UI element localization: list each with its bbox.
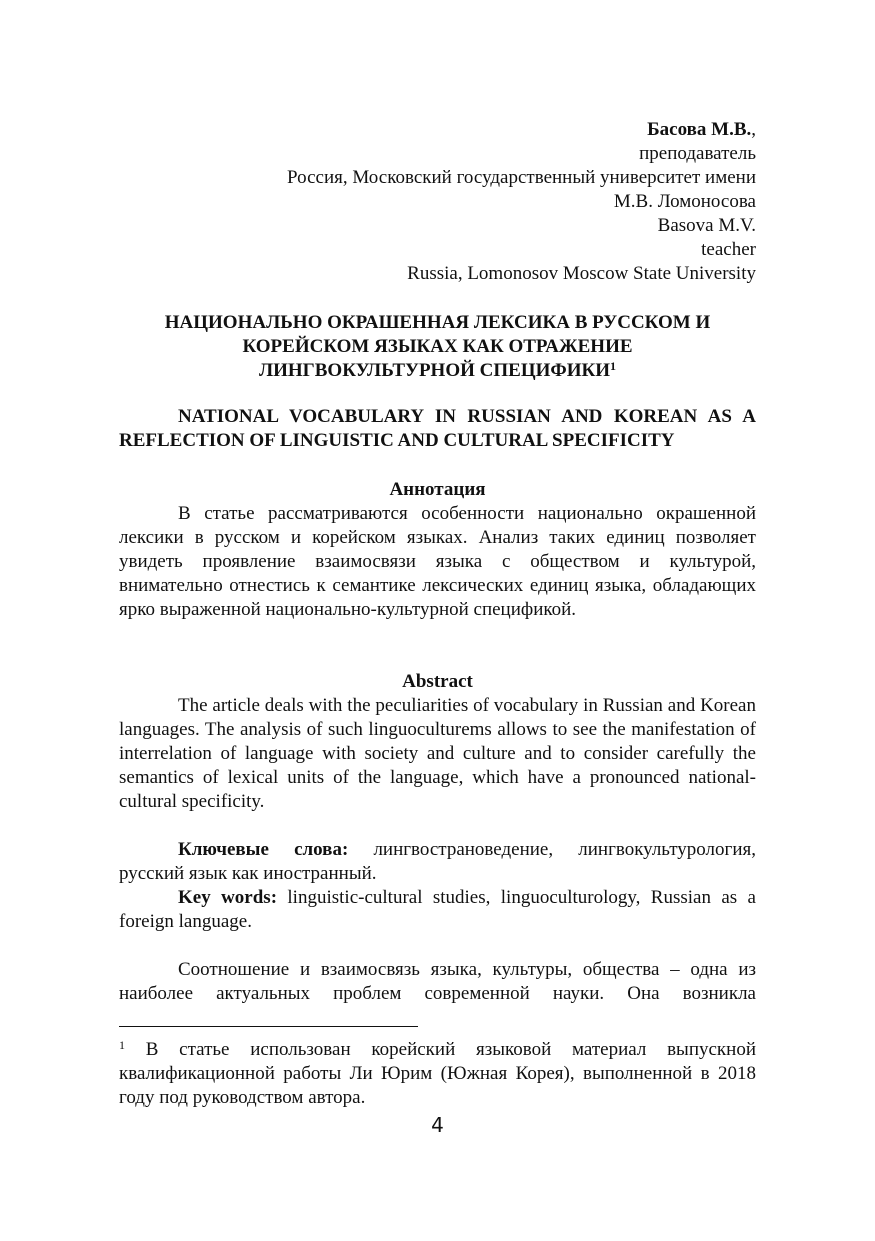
author-affiliation-ru-1: Россия, Московский государственный университет имени — [287, 167, 756, 188]
author-position-ru: преподаватель — [639, 143, 756, 164]
keywords-ru — [119, 838, 756, 886]
annotation-heading: Аннотация — [389, 479, 486, 500]
body-paragraph-1: Соотношение и взаимосвязь языка, культуры, общества – одна из наиболее актуальных проблем современной науки. Она возникла — [119, 959, 756, 1004]
author-position-en: teacher — [701, 239, 756, 260]
author-name-en: Basova M.V. — [657, 215, 756, 236]
keywords-ru-label: Ключевые слова: — [178, 839, 349, 860]
author-affiliation-en: Russia, Lomonosov Moscow State University — [407, 263, 756, 284]
page-number: 4 — [431, 1113, 444, 1137]
author-affiliation-ru-2: М.В. Ломоносова — [613, 191, 756, 212]
author-name-ru-line — [119, 118, 756, 142]
abstract-heading: Abstract — [402, 671, 473, 692]
author-name-suffix: , — [751, 119, 756, 140]
keywords-en-text: linguistic-cultural studies, linguoculturology, Russian as a foreign language. — [119, 887, 756, 932]
title-ru — [119, 311, 756, 383]
title-ru-line-2: КОРЕЙСКОМ ЯЗЫКАХ КАК ОТРАЖЕНИЕ — [242, 336, 633, 357]
keywords-en — [119, 886, 756, 934]
footnote-text: В статье использован корейский языковой материал выпускной квалификационной работы Ли Юрим (Южная Корея), выполненной в 2018 году под руководством автора. — [119, 1039, 756, 1108]
footnote-separator — [119, 1026, 418, 1027]
keywords-en-label: Key words: — [178, 887, 278, 908]
title-ru-line-3-text: ЛИНГВОКУЛЬТУРНОЙ СПЕЦИФИКИ — [258, 360, 611, 381]
author-block — [119, 118, 756, 286]
title-footnote-mark: 1 — [610, 359, 617, 373]
title-ru-line-3 — [119, 359, 756, 383]
keywords-ru-text: лингвострановедение, лингвокультурология, русский язык как иностранный. — [119, 839, 756, 884]
abstract-text: The article deals with the peculiarities of vocabulary in Russian and Korean languages. The analysis of such linguoculturems allows to see the manifestation of interrelation of language with society and culture and to consider carefully the semantics of lexical units of the language, which have a pronounced national-cultural specificity. — [119, 695, 756, 812]
annotation-text: В статье рассматриваются особенности национально окрашенной лексики в русском и корейском языках. Анализ таких единиц позволяет увидеть проявление взаимосвязи языка с обществом и культурой, внимательно отнестись к семантике лексических единиц языка, обладающих ярко выраженной национально-культурной спецификой. — [119, 503, 756, 620]
author-name-ru: Басова М.В. — [647, 119, 752, 140]
title-en: NATIONAL VOCABULARY IN RUSSIAN AND KOREAN AS A REFLECTION OF LINGUISTIC AND CULTURAL SPECIFICITY — [119, 406, 756, 451]
footnote-mark: 1 — [119, 1038, 125, 1052]
footnote — [119, 1038, 756, 1110]
keywords-block — [119, 838, 756, 934]
title-ru-line-1: НАЦИОНАЛЬНО ОКРАШЕННАЯ ЛЕКСИКА В РУССКОМ И — [164, 312, 711, 333]
